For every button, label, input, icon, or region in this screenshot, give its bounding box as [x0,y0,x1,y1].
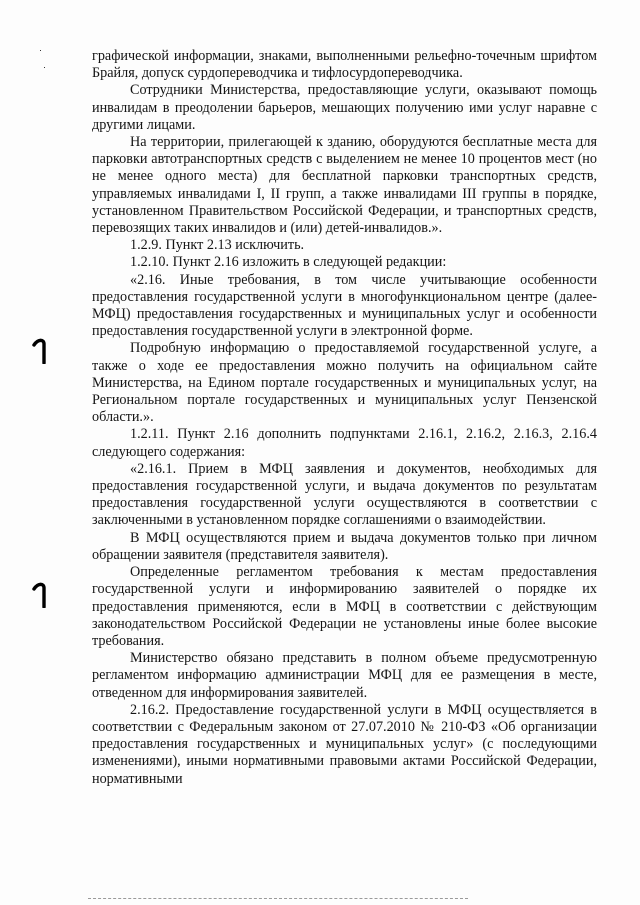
paragraph: 1.2.10. Пункт 2.16 изложить в следующей редакции: [130,254,447,271]
binder-hole-mark-bottom [32,582,46,608]
paragraph-continuation: графической информации, знаками, выполненными рельефно-точечным шрифтом Брайля, допуск сурдопереводчика и тифлосурдопереводчика. [92,48,597,82]
paragraph: «2.16.1. Прием в МФЦ заявления и документов, необходимых для предоставления государственной услуги, и выдача документов по результатам предоставления государственной услуги осуществляются в соответствии с заключенными в установленном порядке соглашениями о взаимодействии. [92,460,597,529]
paragraph: 1.2.9. Пункт 2.13 исключить. [130,237,305,254]
scan-speck [44,67,45,68]
paragraph: Определенные регламентом требования к местам предоставления государственной услуги и информированию заявителей о порядке их предоставления применяются, если в МФЦ в соответствии с действующим законодательством Российской Федерации не установлены иные более высокие требования. [92,564,597,649]
paragraph: 2.16.2. Предоставление государственной услуги в МФЦ осуществляется в соответствии с Федеральным законом от 27.07.2010 № 210-ФЗ «Об организации предоставления государственных и муниципальных услуг» (с последующими изменениями), иными нормативными правовыми актами Российской Федерации, нормативными [92,701,597,787]
scan-speck [40,50,41,51]
binder-hole-mark-top [32,338,46,364]
paragraph: В МФЦ осуществляются прием и выдача документов только при личном обращении заявителя (представителя заявителя). [92,529,597,563]
paragraph: «2.16. Иные требования, в том числе учитывающие особенности предоставления государственной услуги в многофункциональном центре (далее-МФЦ) предоставления государственных и муниципальных услуг и особенности предоставления государственной услуги в электронной форме. [92,271,597,340]
scan-bottom-edge [88,898,468,900]
paragraph: 1.2.11. Пункт 2.16 дополнить подпунктами 2.16.1, 2.16.2, 2.16.3, 2.16.4 следующего содержания: [92,426,597,460]
paragraph: Сотрудники Министерства, предоставляющие услуги, оказывают помощь инвалидам в преодолении барьеров, мешающих получению ими услуг наравне с другими лицами. [92,82,597,133]
paragraph: На территории, прилегающей к зданию, оборудуются бесплатные места для парковки автотранспортных средств с выделением не менее 10 процентов мест (но не менее одного места) для бесплатной парковки транспортных средств, управляемых инвалидами I, II групп, а также инвалидами III группы в порядке, установленном Правительством Российской Федерации, и транспортных средств, перевозящих таких инвалидов и (или) детей-инвалидов.». [92,134,597,237]
paragraph: Подробную информацию о предоставляемой государственной услуге, а также о ходе ее предоставления можно получить на официальном сайте Министерства, на Едином портале государственных и муниципальных услуг, на Региональном портале государственных и муниципальных услуг Пензенской области.». [92,340,597,426]
document-body [92,48,597,788]
paragraph: Министерство обязано представить в полном объеме предусмотренную регламентом информацию администрации МФЦ для ее размещения в месте, отведенном для информирования заявителей. [92,650,597,701]
